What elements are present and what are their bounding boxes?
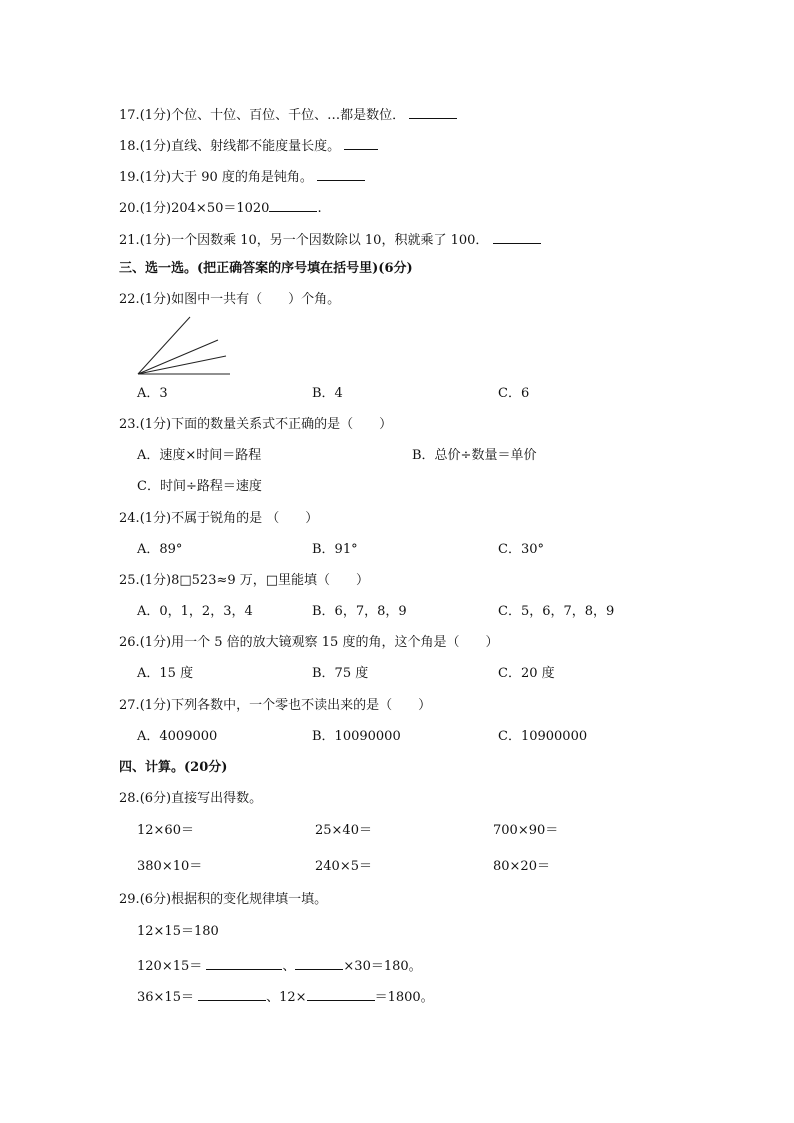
answer-blank[interactable] — [344, 135, 378, 150]
option-27-c[interactable]: C．10900000 — [498, 729, 588, 744]
question-24: 24.(1分)不属于锐角的是 （ ） — [119, 511, 319, 526]
section-3-title: 三、选一选。(把正确答案的序号填在括号里)(6分) — [119, 261, 413, 276]
question-25: 25.(1分)8□523≈9 万，□里能填（ ） — [119, 573, 370, 588]
option-22-c[interactable]: C．6 — [498, 386, 530, 401]
question-23: 23.(1分)下面的数量关系式不正确的是（ ） — [119, 417, 393, 432]
option-25-a[interactable]: A．0，1，2，3，4 — [137, 604, 253, 619]
question-18: 18.(1分)直线、射线都不能度量长度。 — [119, 135, 378, 156]
option-26-b[interactable]: B．75 度 — [312, 666, 369, 681]
question-19: 19.(1分)大于 90 度的角是钝角。 — [119, 166, 365, 187]
question-28: 28.(6分)直接写出得数。 — [119, 791, 263, 806]
calc-item: 380×10＝ — [137, 859, 203, 874]
question-29: 29.(6分)根据积的变化规律填一填。 — [119, 892, 328, 907]
angle-rays-figure — [134, 312, 234, 378]
option-25-b[interactable]: B．6，7，8，9 — [312, 604, 407, 619]
question-20: 20.(1分)204×50＝1020 . — [119, 197, 322, 218]
question-22: 22.(1分)如图中一共有（ ）个角。 — [119, 292, 341, 307]
calc-item: 80×20＝ — [493, 859, 550, 874]
option-27-b[interactable]: B．10090000 — [312, 729, 401, 744]
option-23-b[interactable]: B．总价÷数量＝单价 — [412, 448, 537, 463]
answer-blank[interactable] — [269, 197, 317, 212]
option-24-b[interactable]: B．91° — [312, 542, 358, 557]
answer-blank[interactable] — [198, 986, 266, 1001]
option-26-c[interactable]: C．20 度 — [498, 666, 555, 681]
answer-blank[interactable] — [409, 104, 457, 119]
calc-item: 240×5＝ — [315, 859, 372, 874]
answer-blank[interactable] — [206, 955, 282, 970]
option-25-c[interactable]: C．5，6，7，8，9 — [498, 604, 615, 619]
section-4-title: 四、计算。(20分) — [119, 760, 228, 775]
question-21: 21.(1分)一个因数乘 10，另一个因数除以 10，积就乘了 100． — [119, 229, 541, 250]
answer-blank[interactable] — [295, 955, 343, 970]
question-27: 27.(1分)下列各数中，一个零也不读出来的是（ ） — [119, 698, 432, 713]
answer-blank[interactable] — [307, 986, 375, 1001]
fill-row-2: 36×15＝ 、12× ＝1800。 — [137, 986, 434, 1007]
calc-item: 12×60＝ — [137, 823, 194, 838]
question-26: 26.(1分)用一个 5 倍的放大镜观察 15 度的角，这个角是（ ） — [119, 635, 499, 650]
question-17: 17.(1分)个位、十位、百位、千位、…都是数位． — [119, 104, 457, 125]
calc-item: 700×90＝ — [493, 823, 559, 838]
option-27-a[interactable]: A．4009000 — [137, 729, 218, 744]
given-equation: 12×15＝180 — [137, 924, 219, 939]
option-26-a[interactable]: A．15 度 — [137, 666, 194, 681]
option-23-a[interactable]: A．速度×时间＝路程 — [137, 448, 262, 463]
fill-row-1: 120×15＝ 、 ×30＝180。 — [137, 955, 422, 976]
option-23-c[interactable]: C．时间÷路程＝速度 — [137, 479, 262, 494]
answer-blank[interactable] — [317, 166, 365, 181]
option-24-c[interactable]: C．30° — [498, 542, 544, 557]
calc-item: 25×40＝ — [315, 823, 372, 838]
option-24-a[interactable]: A．89° — [137, 542, 183, 557]
answer-blank[interactable] — [493, 229, 541, 244]
option-22-a[interactable]: A．3 — [137, 386, 168, 401]
option-22-b[interactable]: B．4 — [312, 386, 343, 401]
